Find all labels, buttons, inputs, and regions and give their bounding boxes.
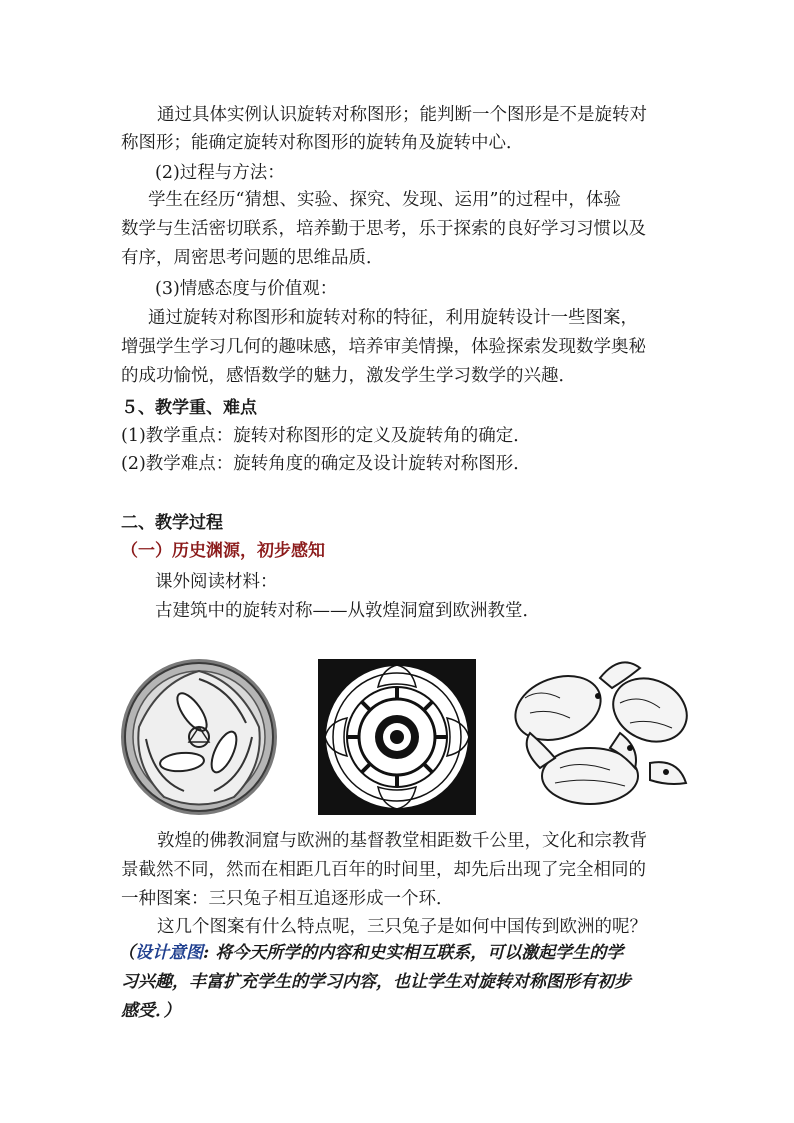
paragraph-line: 通过具体实例认识旋转对称图形；能判断一个图形是不是旋转对 [157,105,647,125]
paragraph-line: 一种图案：三只兔子相互追逐形成一个环． [121,889,454,909]
paragraph-line: 的成功愉悦，感悟数学的魅力，激发学生学习数学的兴趣． [121,366,576,386]
paragraph-line: 数学与生活密切联系，培养勤于思考，乐于探索的良好学习习惯以及 [121,219,646,239]
design-intent-line-3: 感受．） [121,1001,181,1021]
heading-section-2: 二、教学过程 [121,513,223,533]
paragraph-line: 学生在经历“猜想、实验、探究、发现、运用”的过程中，体验 [148,190,621,210]
design-intent-line-1 [118,941,623,965]
heading-subsection-1: （一）历史渊源，初步感知 [121,541,325,561]
lotus-rotation-pattern-image [318,659,476,815]
three-rabbits-sketch-image [500,648,696,820]
key-point-1: (1)教学重点：旋转对称图形的定义及旋转角的确定． [121,426,531,446]
paragraph-line: 增强学生学习几何的趣味感，培养审美情操，体验探索发现数学奥秘 [121,337,646,357]
design-intent-text: : 将今天所学的内容和史实相互联系，可以激起学生的学 [203,943,624,963]
design-intent-line-2: 习兴趣，丰富扩充学生的学习内容，也让学生对旋转对称图形有初步 [121,972,631,992]
subheading-process: (2)过程与方法： [155,163,285,183]
intent-open-paren: （ [118,943,135,963]
paragraph-line: 景截然不同，然而在相距几百年的时间里，却先后出现了完全相同的 [121,860,646,880]
paragraph-line: 称图形；能确定旋转对称图形的旋转角及旋转中心． [121,133,524,153]
reading-material-label: 课外阅读材料： [155,572,278,592]
key-point-2: (2)教学难点：旋转角度的确定及设计旋转对称图形． [121,454,531,474]
paragraph-line: 有序，周密思考问题的思维品质． [121,248,384,268]
subheading-emotion: (3)情感态度与价值观： [155,279,338,299]
three-hares-medallion-image [114,657,284,817]
reading-material-title: 古建筑中的旋转对称——从敦煌洞窟到欧洲教堂． [155,601,540,621]
heading-key-points: ５、教学重、难点 [121,398,257,418]
paragraph-line: 通过旋转对称图形和旋转对称的特征，利用旋转设计一些图案， [148,308,638,328]
paragraph-line: 敦煌的佛教洞窟与欧洲的基督教堂相距数千公里，文化和宗教背 [157,831,647,851]
paragraph-line: 这几个图案有什么特点呢，三只兔子是如何中国传到欧洲的呢？ [157,917,647,937]
design-intent-label: 设计意图 [135,943,203,963]
